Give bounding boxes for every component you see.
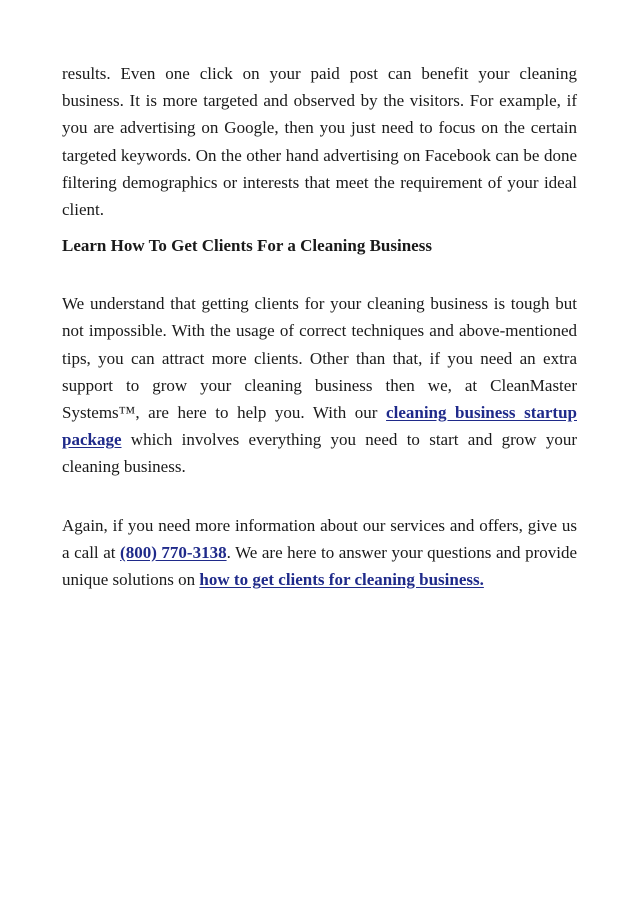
paragraph-text: which involves everything you need to start and grow your cleaning business.: [62, 430, 577, 477]
paragraph-paid-ads: results. Even one click on your paid post can benefit your cleaning business. It is more targeted and observed by the visitors. For example, if you are advertising on Google, then you just need to focus on the certain targeted keywords. On the other hand advertising on Facebook can be done filtering demographics or interests that meet the requirement of your ideal client.: [62, 64, 577, 220]
paragraph-contact: [62, 512, 577, 594]
paragraph-text: . We are here to answer your questions and provide unique solutions on: [62, 542, 578, 590]
document-page: [62, 60, 577, 593]
paragraph-text: Again, if you need more information about our services and offers, give us a call at: [62, 515, 577, 562]
phone-link[interactable]: (800) 770-3138: [120, 542, 227, 562]
paragraph-text: We understand that getting clients for your cleaning business is tough but not impossible. With the usage of correct techniques and above-mentioned tips, you can attract more clients. Other than that, if you need an extra support to grow your cleaning business then we, at CleanMaster Systems™, are here to help you. With our: [62, 294, 577, 423]
get-clients-link[interactable]: how to get clients for cleaning business.: [199, 570, 484, 590]
startup-package-link[interactable]: cleaning business startup package: [62, 403, 577, 450]
section-heading: Learn How To Get Clients For a Cleaning Business: [62, 236, 432, 256]
paragraph-getting-clients: [62, 290, 577, 480]
